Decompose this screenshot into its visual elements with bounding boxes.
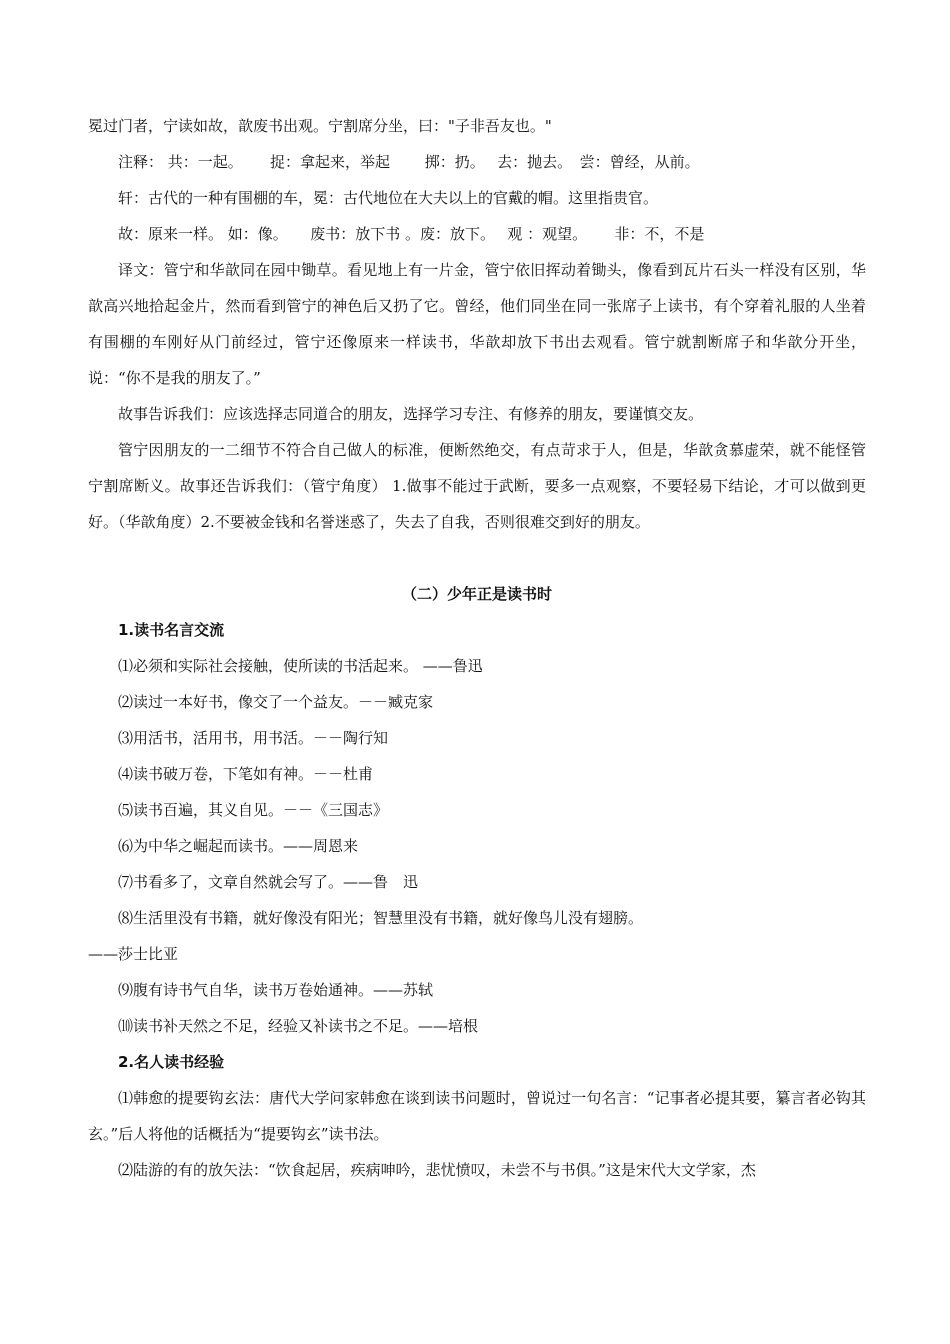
document-body — [88, 108, 866, 1188]
quote-item: ⑹为中华之崛起而读书。——周恩来 — [118, 837, 359, 855]
notes-line-2: 轩：古代的一种有围棚的车，冕：古代地位在大夫以上的官戴的帽。这里指贵官。 — [118, 189, 659, 207]
heading-experience: 2.名人读书经验 — [118, 1053, 225, 1071]
quote-attribution: ——莎士比亚 — [88, 945, 179, 963]
quote-item: ⑺书看多了，文章自然就会写了。——鲁 迅 — [118, 873, 419, 891]
section-spacer — [88, 540, 866, 576]
quote-item: ⑴必须和实际社会接触，使所读的书活起来。 ——鲁迅 — [118, 657, 483, 675]
notes-line-3: 故：原来一样。 如：像。 废书：放下书 。废：放下。 观 ：观望。 非：不，不是 — [118, 225, 705, 243]
heading-quotes: 1.读书名言交流 — [118, 621, 225, 639]
quote-item: ⑵读过一本好书，像交了一个益友。－－臧克家 — [118, 693, 434, 711]
quote-item: ⑸读书百遍，其义自见。－－《三国志》 — [118, 801, 389, 819]
story-line-top: 冕过门者，宁读如故，歆废书出观。宁割席分坐，曰："子非吾友也。" — [88, 117, 552, 135]
quote-item: ⑽读书补天然之不足，经验又补读书之不足。——培根 — [118, 1017, 479, 1035]
experience-item: ⑴韩愈的提要钩玄法：唐代大学问家韩愈在谈到读书问题时，曾说过一句名言：“记事者必提其要，纂言者必钩其玄。”后人将他的话概括为“提要钩玄”读书法。 — [88, 1089, 866, 1143]
analysis-paragraph: 管宁因朋友的一二细节不符合自己做人的标准，便断然绝交，有点苛求于人，但是，华歆贪慕虚荣，就不能怪管宁割席断义。故事还告诉我们：（管宁角度） 1.做事不能过于武断，要多一点观察，不要轻易下结论，才可以做到更好。（华歆角度）2.不要被金钱和名誉迷惑了，失去了自我，否则很难交到好的朋友。 — [88, 441, 866, 531]
notes-line-1: 注释： 共：一起。 捉：拿起来，举起 掷：扔。 去：抛去。 尝：曾经，从前。 — [118, 153, 700, 171]
translation-paragraph: 译文：管宁和华歆同在园中锄草。看见地上有一片金，管宁依旧挥动着锄头，像看到瓦片石头一样没有区别，华歆高兴地拾起金片，然而看到管宁的神色后又扔了它。曾经，他们同坐在同一张席子上读书，有个穿着礼服的人坐着有围棚的车刚好从门前经过，管宁还像原来一样读书，华歆却放下书出去观看。管宁就割断席子和华歆分开坐，说：“你不是我的朋友了。” — [88, 261, 866, 387]
quote-item: ⑻生活里没有书籍，就好像没有阳光；智慧里没有书籍，就好像鸟儿没有翅膀。 — [118, 909, 644, 927]
section-title: （二）少年正是读书时 — [401, 585, 552, 603]
quote-item: ⑷读书破万卷，下笔如有神。－－杜甫 — [118, 765, 374, 783]
quote-item: ⑶用活书，活用书，用书活。－－陶行知 — [118, 729, 389, 747]
experience-item: ⑵陆游的有的放矢法：“饮食起居，疾病呻吟，悲忧愤叹，未尝不与书俱。”这是宋代大文学家，杰 — [118, 1161, 756, 1179]
lesson-paragraph: 故事告诉我们：应该选择志同道合的朋友，选择学习专注、有修养的朋友，要谨慎交友。 — [118, 405, 704, 423]
quote-item: ⑼腹有诗书气自华，读书万卷始通神。——苏轼 — [118, 981, 434, 999]
